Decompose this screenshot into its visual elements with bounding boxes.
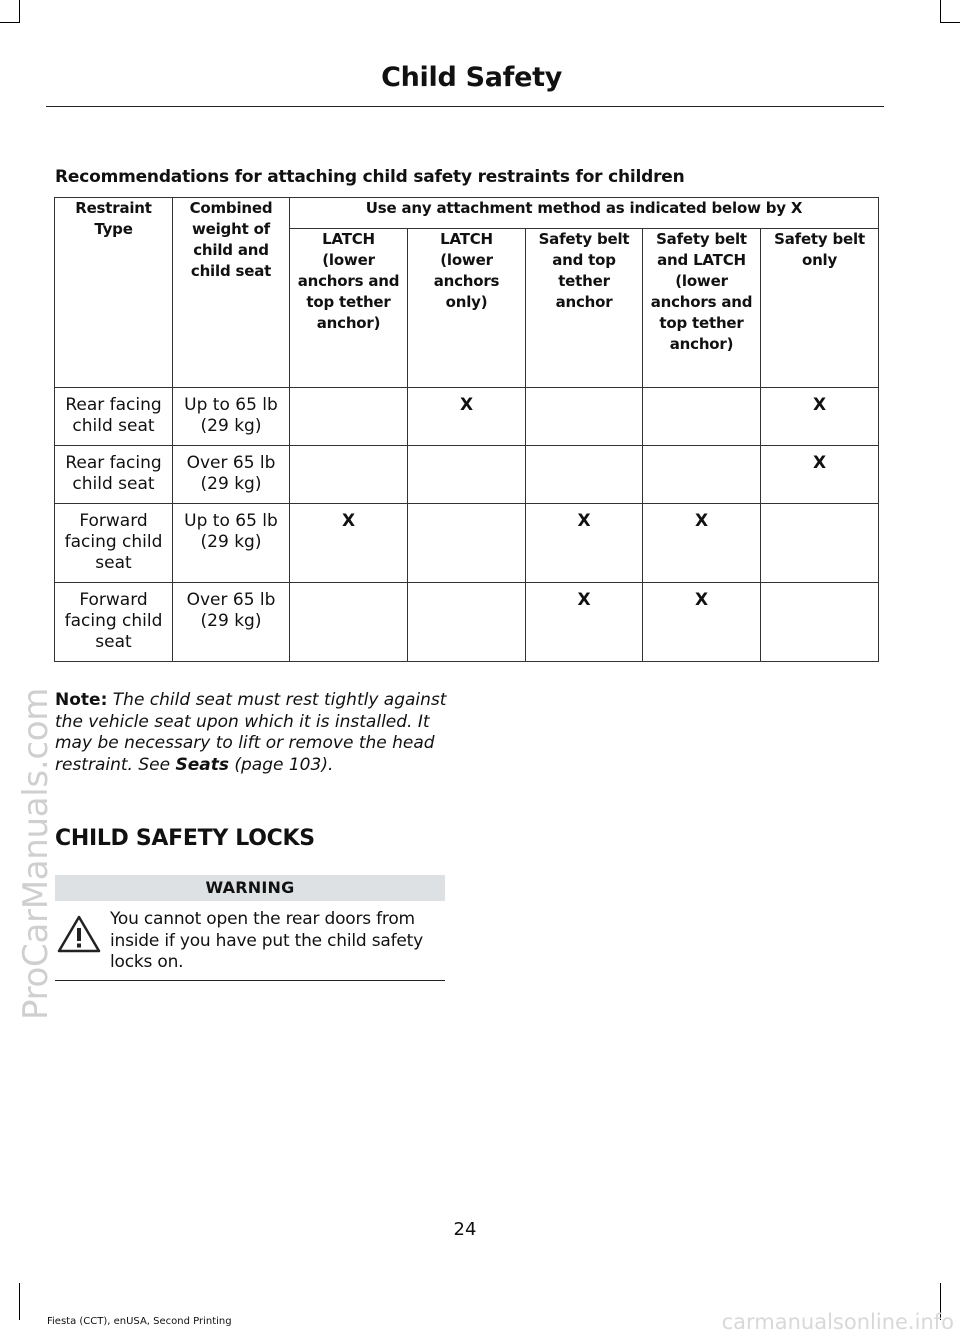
crop-mark [19,1283,20,1320]
header-latch-lower: LATCH (lower anchors only) [408,229,526,388]
cell-mark: X [290,504,408,583]
header-belt-only: Safety belt only [761,229,879,388]
seats-link[interactable]: Seats [175,754,229,775]
header-belt-tether: Safety belt and top tether anchor [526,229,643,388]
warning-text: You cannot open the rear doors from inside if you have put the child safety locks on. [110,909,423,972]
cell-weight: Up to 65 lb (29 kg) [173,504,290,583]
bottom-watermark: carmanualsonline.info [721,1310,954,1334]
header-rule [46,106,884,107]
cell-mark [526,446,643,504]
restraints-table [54,197,879,662]
crop-mark [0,22,20,23]
cell-mark: X [643,504,761,583]
header-method-group: Use any attachment method as indicated below by X [290,198,879,229]
cell-mark [290,446,408,504]
cell-type: Rear facing child seat [55,446,173,504]
table-row [55,388,879,446]
crop-mark [19,0,20,22]
header-belt-latch: Safety belt and LATCH (lower anchors and top tether anchor) [643,229,761,388]
cell-mark [643,446,761,504]
table-title: Recommendations for attaching child safety restraints for children [55,167,685,187]
section-title: Child Safety [381,62,562,93]
cell-weight: Over 65 lb (29 kg) [173,583,290,662]
cell-mark [408,446,526,504]
publication-footer: Fiesta (CCT), enUSA, Second Printing [47,1316,232,1327]
warning-rule [55,980,445,981]
header-combined-weight: Combined weight of child and child seat [173,198,290,388]
cell-mark [761,583,879,662]
crop-mark [940,22,960,23]
section-heading: CHILD SAFETY LOCKS [55,826,315,851]
cell-mark: X [761,388,879,446]
header-latch-full: LATCH (lower anchors and top tether anchor) [290,229,408,388]
cell-mark: X [761,446,879,504]
cell-mark: X [408,388,526,446]
cell-mark: X [526,504,643,583]
note-text: The child seat must rest tightly against the vehicle seat upon which it is installed. It may be necessary to lift or remove the head restraint. See [55,690,447,775]
cell-mark [643,388,761,446]
cell-weight: Up to 65 lb (29 kg) [173,388,290,446]
cell-mark [761,504,879,583]
cell-mark [408,504,526,583]
note-paragraph [55,690,447,776]
table-row [55,583,879,662]
side-watermark: ProCarManuals.com [16,687,56,1020]
warning-label: WARNING [55,875,445,901]
page-number: 24 [453,1219,477,1240]
cell-type: Rear facing child seat [55,388,173,446]
cell-type: Forward facing child seat [55,583,173,662]
cell-mark: X [526,583,643,662]
cell-type: Forward facing child seat [55,504,173,583]
cell-mark [290,583,408,662]
crop-mark [940,0,941,22]
note-label: Note: [55,690,108,710]
cell-mark [408,583,526,662]
cell-weight: Over 65 lb (29 kg) [173,446,290,504]
cell-mark [526,388,643,446]
table-row [55,446,879,504]
cell-mark: X [643,583,761,662]
warning-triangle-icon [56,914,102,954]
table-row [55,504,879,583]
note-page-ref: (page 103). [234,754,334,775]
header-restraint-type: Restraint Type [55,198,173,388]
cell-mark [290,388,408,446]
